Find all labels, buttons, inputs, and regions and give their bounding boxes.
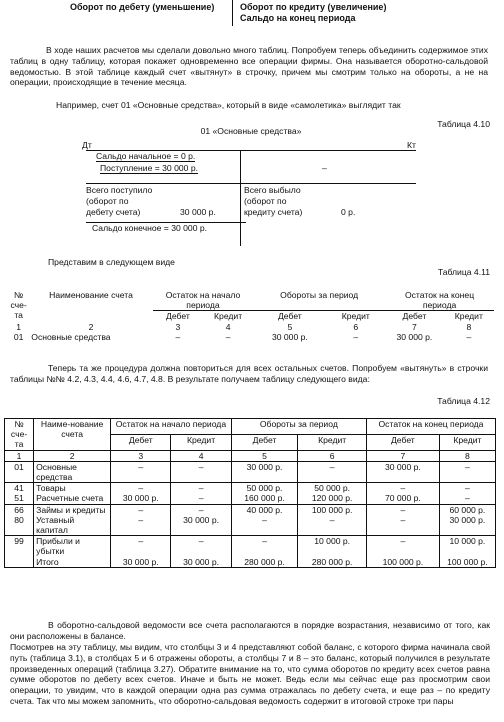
paragraph-2: Например, счет 01 «Основные средства», который в виде «самолетика» выглядит так: [56, 100, 401, 110]
table-row: 01 Основные средства – – 30 000 р. – 30 000 р. –: [5, 461, 496, 482]
credit-turnover-value: 0 р.: [341, 207, 356, 217]
table-row: 80 Уставный капитал – 30 000 р. – – – 30 000 р.: [5, 515, 496, 536]
top-left-label: Оборот по дебету (уменьшение): [70, 2, 215, 12]
table-row: 99 Прибыли и убытки – – – 10 000 р. – 10 000 р.: [5, 536, 496, 557]
paragraph-1: В ходе наших расчетов мы сделали довольно много таблиц. Попробуем теперь объединить содержимое этих таблиц в одну таблицу, которая покажет одновременно все операции фирмы. Она называется оборотно-сальдовой ведомостью. В этой таблице каждый счет «вытянут» в строчку, причем мы смотрим только на обороты, а не на операции, происходящие в течение месяца.: [10, 45, 488, 88]
caption-table-4-11: Таблица 4.11: [437, 267, 490, 277]
paragraph-3: Представим в следующем виде: [48, 257, 175, 267]
paragraph-4: Теперь та же процедура должна повториться для всех остальных счетов. Попробуем «вытянуть» в строчки таблицы №№ 4.2, 4.3, 4.4, 4.6, 4.7, 4.8. В результате получаем таблицу следующего вида:: [10, 363, 488, 384]
table-row: 66 Займы и кредиты – – 40 000 р. 100 000 р. – 60 000 р.: [5, 504, 496, 515]
col-header-closing: Остаток на конец периода: [366, 419, 495, 435]
credit-dash: –: [322, 163, 327, 173]
table-row: 01 Основные средства – – 30 000 р. – 30 000 р. –: [13, 331, 472, 342]
col-header-opening: Остаток на начало периода: [111, 419, 232, 435]
caption-table-4-10: Таблица 4.10: [437, 119, 490, 129]
col-header-no: № сче-та: [10, 290, 27, 321]
closing-balance: Сальдо конечное = 30 000 р.: [86, 222, 246, 233]
debit-label: Дт: [82, 140, 92, 150]
column-number-row: 1 2 3 4 5 6 7 8: [5, 450, 496, 461]
credit-label: Кт: [407, 140, 416, 150]
t-account-title: 01 «Основные средства»: [200, 126, 302, 136]
table-4-11: № сче-та Наименование счета Остаток на начало периода Обороты за период Остаток на конец периода Дебет Кредит Дебет Кредит Дебет Кредит 1 2 3 4 5 6 7 8 01 Основные средства – – 30 000 р. – 30 000 р. –: [8, 290, 494, 342]
totals-row: Итого 30 000 р. 30 000 р. 280 000 р. 280 000 р. 100 000 р. 100 000 р.: [5, 557, 496, 568]
t-account: [82, 126, 416, 246]
table-row: 51 Расчетные счета 30 000 р. – 160 000 р. 120 000 р. 70 000 р. –: [5, 493, 496, 504]
debit-total-block: Всего поступило (оборот по дебету счета) 30 000 р.: [86, 183, 240, 222]
paragraph-6: Посмотрев на эту таблицу, мы видим, что столбцы 3 и 4 представляют собой баланс, с которого фирма начинала свой путь (таблица 3.1), в столбцах 5 и 6 отражены обороты, а столбцы 7 и 8 – это баланс, который получился в результате произведенных операций (таблица 3.27). Обратите внимание на то, что сумма оборотов по кредиту всех счетов равна сумме оборотов по дебету всех счетов. Иначе и быть не может. Ведь если мы сейчас еще раз просмотрим свои операции, то увидим, что в каждой операции одна раз сумма отражалась по дебету счета, и еще раз – по кредиту счета. Так что мы можем запомнить, что оборотно-сальдовая ведомость содержит в итоговой строке три пары: [10, 642, 490, 706]
table-4-12: № сче-та Наиме-нование счета Остаток на начало периода Обороты за период Остаток на конец периода Дебет Кредит Дебет Кредит Дебет Кредит 1 2 3 4 5 6 7 8 01 Основные средства – – 30 000 р. – 30 000 р. – 41 Товары – – 50 000 р. 50 000 р. – – 51 Расчетные счета 30 000 р. – 160 000 р. 120 000 р. 70 000 р. – 66 Займы и кредиты – – 40 000 р. 100 000 р. – 60 000 р. 80 Уставный капитал – 30 000 р. – – – 30 000 р. 99 Прибыли и убытки – – – 10 000 р. – 10 000 р. Итого 30 000 р. 30 000 р. 280 000 р. 280 000 р. 100 000 р. 100 000 р.: [4, 418, 496, 568]
table-row: 41 Товары – – 50 000 р. 50 000 р. – –: [5, 483, 496, 494]
col-header-name: Наиме-нование счета: [34, 419, 111, 451]
opening-balance: Сальдо начальное = 0 р.: [96, 151, 196, 161]
top-right-label: Оборот по кредиту (увеличение) Сальдо на конец периода: [240, 2, 387, 23]
col-header-closing: Остаток на конец периода: [385, 290, 494, 311]
credit-total-block: Всего выбыло (оборот по кредиту счета) 0 р.: [241, 183, 416, 222]
col-header-name: Наименование счета: [49, 290, 133, 300]
column-number-row: 1 2 3 4 5 6 7 8: [16, 321, 472, 332]
caption-table-4-12: Таблица 4.12: [437, 396, 490, 406]
col-header-no: № сче-та: [5, 419, 34, 451]
divider: [232, 0, 233, 26]
col-header-opening: Остаток на начало периода: [153, 290, 253, 311]
col-header-turnover: Обороты за период: [253, 290, 385, 311]
receipt-entry: Поступление = 30 000 р.: [100, 163, 198, 173]
paragraph-5: В оборотно-сальдовой ведомости все счета располагаются в порядке возрастания, независимо от того, как они расположены в балансе.: [10, 620, 490, 641]
col-header-turnover: Обороты за период: [231, 419, 366, 435]
debit-turnover-value: 30 000 р.: [180, 207, 216, 217]
top-fragment: [60, 0, 480, 28]
